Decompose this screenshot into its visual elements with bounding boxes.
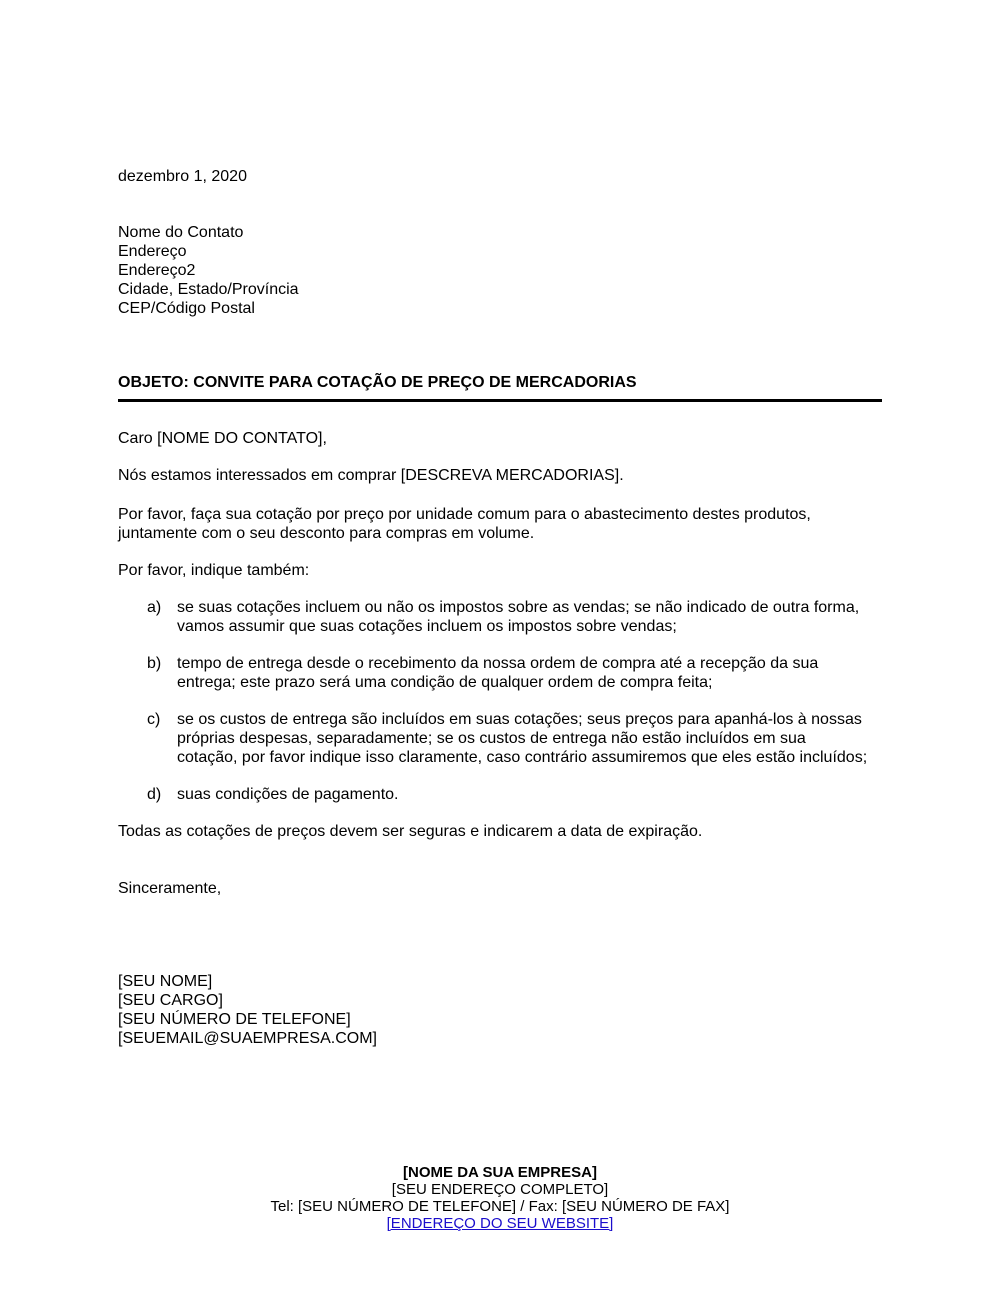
letter-footer	[0, 1164, 1000, 1232]
body-paragraph-2-line: Por favor, faça sua cotação por preço por unidade comum para o abastecimento destes produtos,	[118, 506, 811, 523]
list-item-text	[177, 598, 908, 636]
sign-off: Sinceramente,	[118, 880, 222, 897]
list-item-marker: a)	[147, 599, 162, 616]
list-item	[118, 598, 908, 636]
list-item-line: se suas cotações incluem ou não os impostos sobre as vendas; se não indicado de outra forma,	[177, 599, 860, 616]
signature-title: [SEU CARGO]	[118, 992, 223, 1009]
body-paragraph-2	[118, 505, 882, 543]
signature-phone: [SEU NÚMERO DE TELEFONE]	[118, 1011, 351, 1028]
subject-divider	[118, 399, 882, 402]
signature-email: [SEUEMAIL@SUAEMPRESA.COM]	[118, 1030, 377, 1047]
list-item	[118, 710, 908, 767]
list-item-text	[177, 785, 908, 804]
subject-heading: OBJETO: CONVITE PARA COTAÇÃO DE PREÇO DE MERCADORIAS	[118, 374, 637, 391]
recipient-address	[118, 223, 882, 318]
body-paragraph-2-line: juntamente com o seu desconto para compras em volume.	[118, 525, 535, 542]
recipient-address-line2: Endereço2	[118, 262, 196, 279]
list-item-marker: c)	[147, 711, 161, 728]
list-item-marker: d)	[147, 786, 162, 803]
signature-block	[118, 972, 882, 1048]
list-item-line: se os custos de entrega são incluídos em suas cotações; seus preços para apanhá-los à nossas	[177, 711, 862, 728]
closing-paragraph: Todas as cotações de preços devem ser seguras e indicarem a data de expiração.	[118, 823, 703, 840]
body-paragraph-1: Nós estamos interessados em comprar [DESCREVA MERCADORIAS].	[118, 467, 624, 484]
body-paragraph-3: Por favor, indique também:	[118, 562, 310, 579]
signature-name: [SEU NOME]	[118, 973, 213, 990]
list-item-line: entrega; este prazo será uma condição de qualquer ordem de compra feita;	[177, 674, 713, 691]
date-text: dezembro 1, 2020	[118, 168, 247, 185]
footer-company-name: [NOME DA SUA EMPRESA]	[403, 1164, 597, 1181]
list-item-line: suas condições de pagamento.	[177, 786, 399, 803]
list-item-text	[177, 654, 908, 692]
salutation: Caro [NOME DO CONTATO],	[118, 430, 327, 447]
list-item-marker: b)	[147, 655, 162, 672]
letter-date	[118, 167, 882, 186]
list-item	[118, 654, 908, 692]
footer-contact: Tel: [SEU NÚMERO DE TELEFONE] / Fax: [SEU NÚMERO DE FAX]	[270, 1198, 730, 1215]
request-list	[118, 598, 908, 822]
recipient-city-state: Cidade, Estado/Província	[118, 281, 299, 298]
recipient-postal-code: CEP/Código Postal	[118, 300, 255, 317]
footer-address: [SEU ENDEREÇO COMPLETO]	[391, 1181, 609, 1198]
list-item-text	[177, 710, 908, 767]
list-item-line: tempo de entrega desde o recebimento da nossa ordem de compra até a recepção da sua	[177, 655, 819, 672]
list-item	[118, 785, 908, 804]
list-item-line: cotação, por favor indique isso claramente, caso contrário assumiremos que eles estão incluídos;	[177, 749, 868, 766]
recipient-address-line1: Endereço	[118, 243, 187, 260]
list-item-line: vamos assumir que suas cotações incluem os impostos sobre vendas;	[177, 618, 677, 635]
recipient-name: Nome do Contato	[118, 224, 244, 241]
list-item-line: próprias despesas, separadamente; se os custos de entrega não estão incluídos em sua	[177, 730, 806, 747]
footer-website-link[interactable]: [ENDEREÇO DO SEU WEBSITE]	[386, 1215, 614, 1232]
